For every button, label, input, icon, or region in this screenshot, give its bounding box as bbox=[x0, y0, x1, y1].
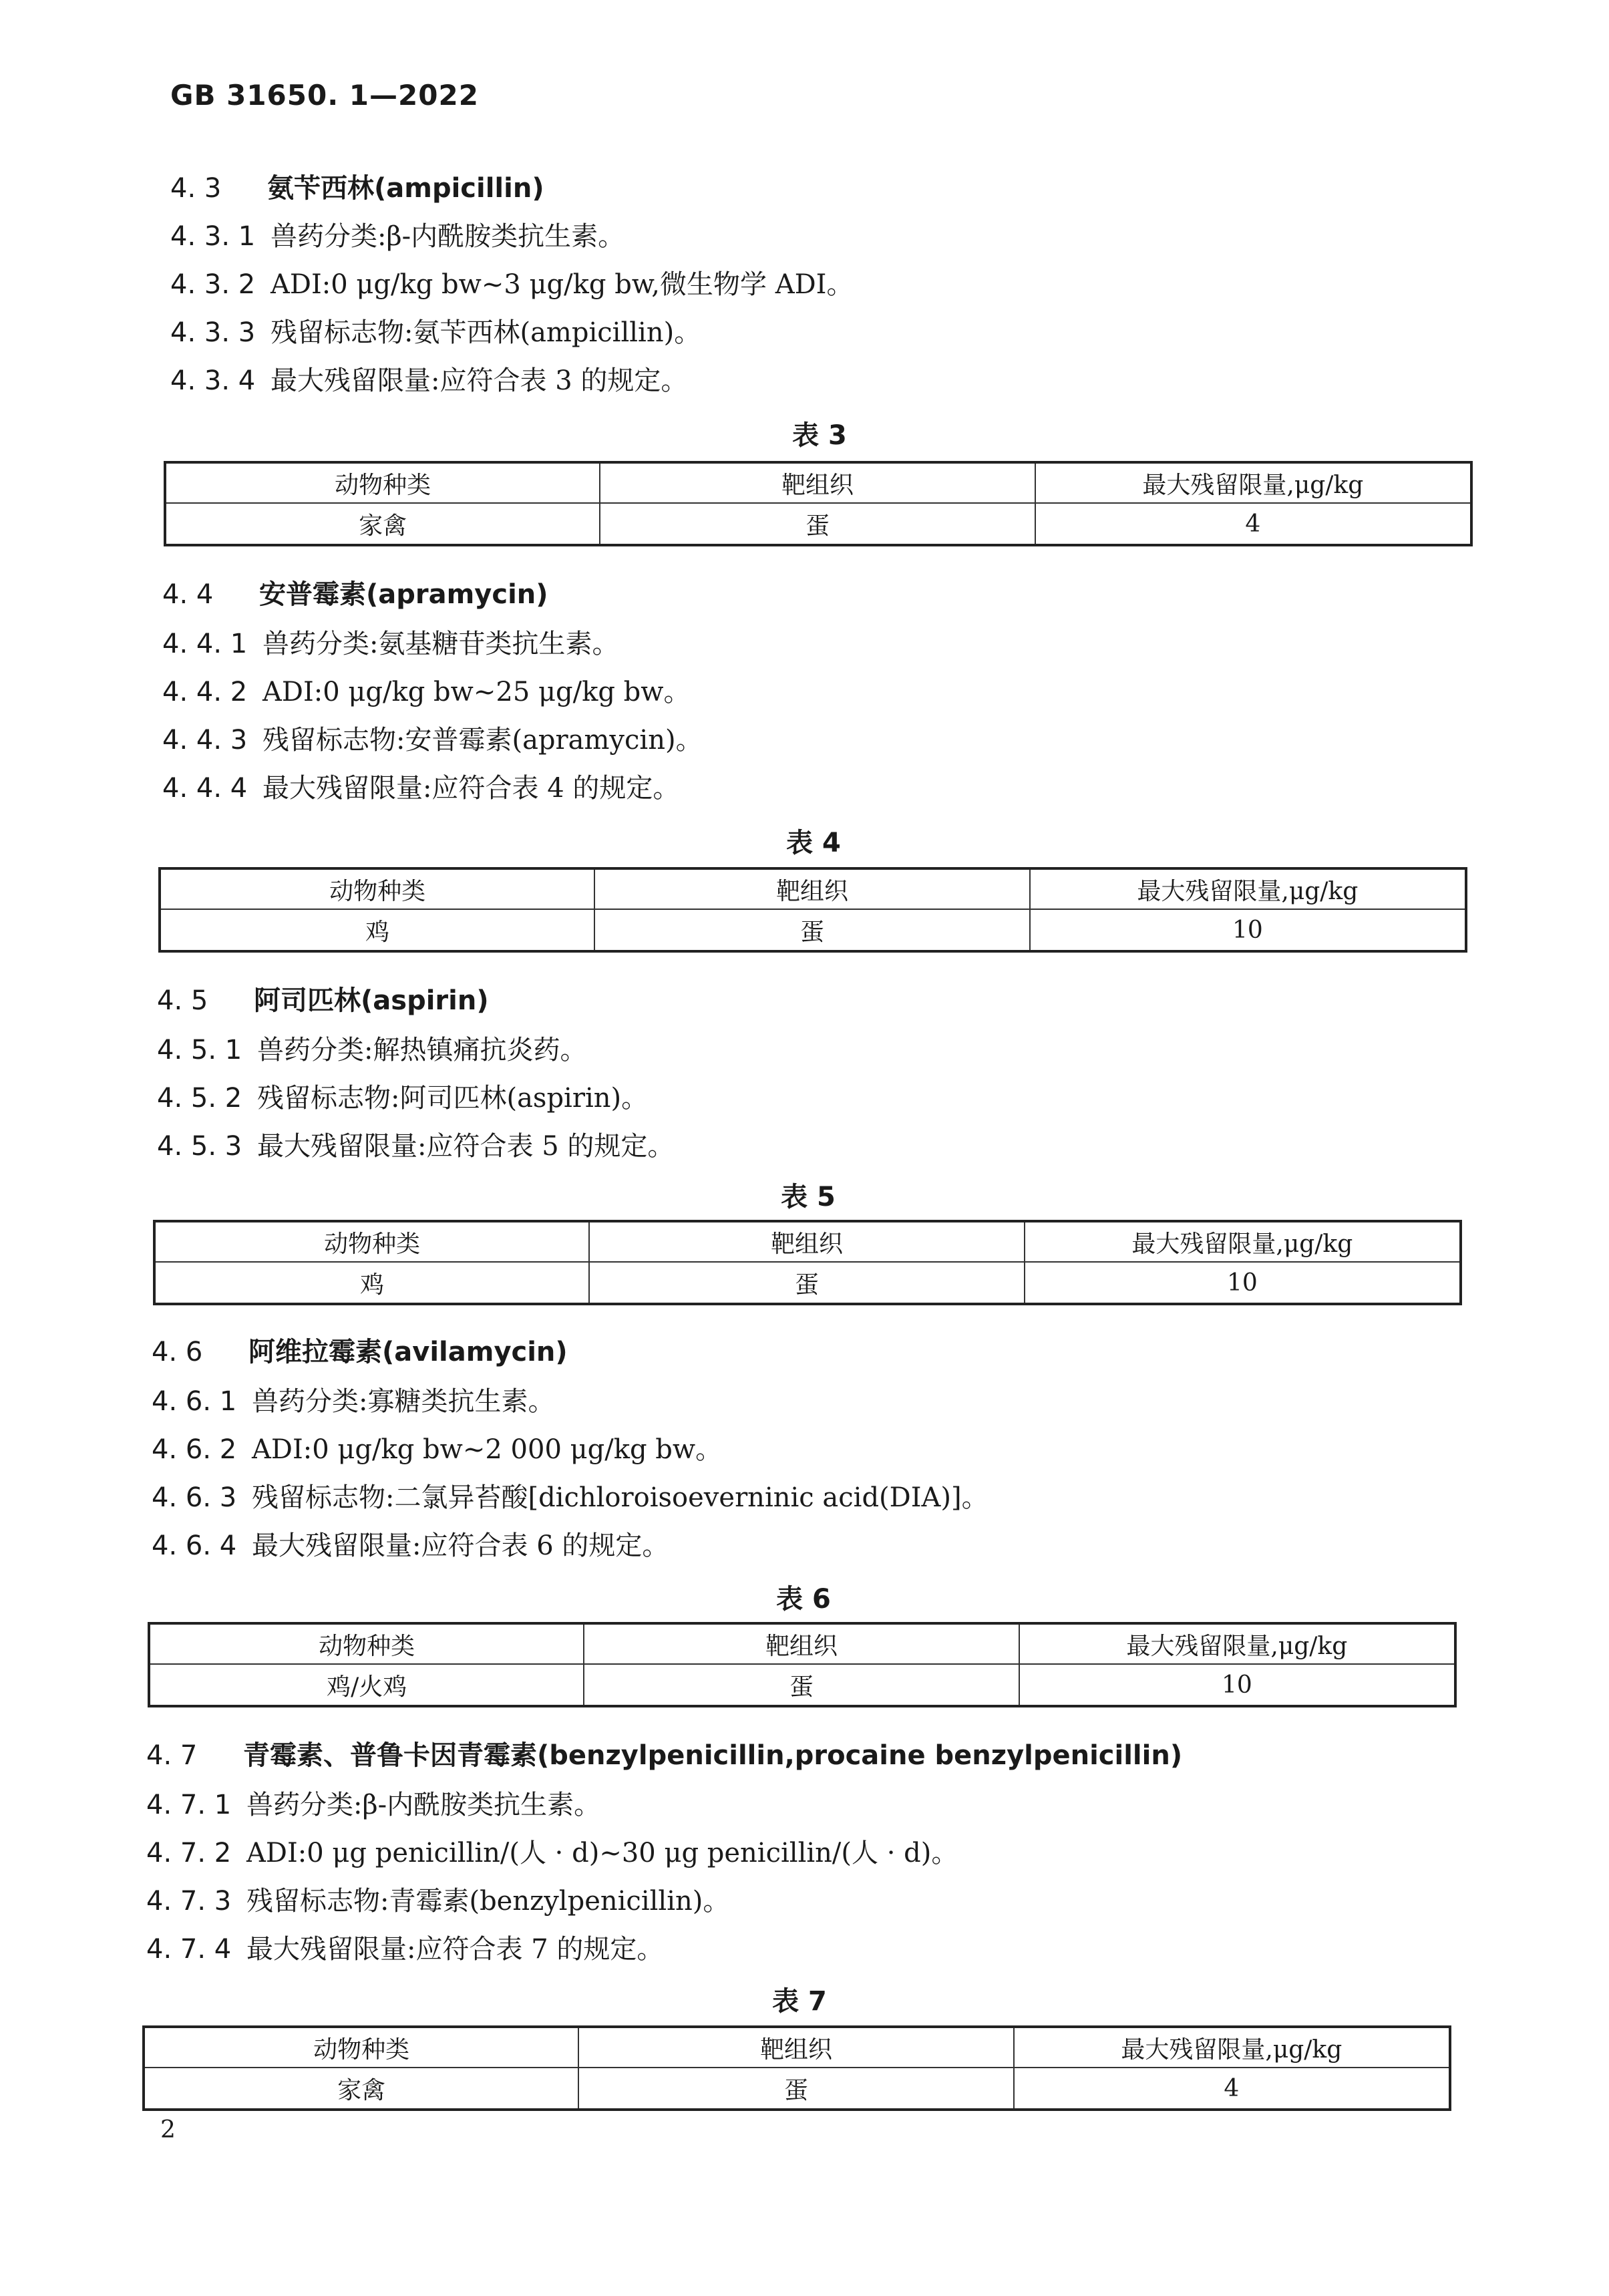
table-cell: 鸡 bbox=[160, 909, 594, 951]
clause: 4. 5. 3 最大残留限量:应符合表 5 的规定。 bbox=[157, 1131, 675, 1162]
table-cell: 4 bbox=[1035, 503, 1471, 545]
table-cell: 家禽 bbox=[165, 503, 600, 545]
standard-code: GB 31650. 1—2022 bbox=[170, 79, 479, 112]
mrl-table bbox=[142, 2025, 1451, 2111]
clause: 4. 7. 3 残留标志物:青霉素(benzylpenicillin)。 bbox=[146, 1886, 730, 1917]
clause: 4. 3. 4 最大残留限量:应符合表 3 的规定。 bbox=[170, 365, 688, 396]
column-header: 最大残留限量,μg/kg bbox=[1030, 868, 1466, 909]
column-header: 靶组织 bbox=[600, 462, 1035, 503]
table-cell: 蛋 bbox=[589, 1262, 1024, 1304]
column-header: 最大残留限量,μg/kg bbox=[1019, 1623, 1455, 1664]
clause: 4. 7. 1 兽药分类:β-内酰胺类抗生素。 bbox=[146, 1790, 601, 1820]
table-cell: 蛋 bbox=[584, 1664, 1019, 1706]
clause: 4. 4. 4 最大残留限量:应符合表 4 的规定。 bbox=[162, 773, 680, 804]
table-cell: 鸡 bbox=[154, 1262, 589, 1304]
column-header: 动物种类 bbox=[165, 462, 600, 503]
table-caption: 表 7 bbox=[772, 1986, 827, 2017]
table-cell: 10 bbox=[1030, 909, 1466, 951]
column-header: 靶组织 bbox=[594, 868, 1029, 909]
column-header: 动物种类 bbox=[149, 1623, 584, 1664]
clause: 4. 3. 2 ADI:0 μg/kg bw~3 μg/kg bw,微生物学 ADI。 bbox=[170, 269, 854, 300]
table-cell: 10 bbox=[1025, 1262, 1461, 1304]
table-cell: 10 bbox=[1019, 1664, 1455, 1706]
column-header: 动物种类 bbox=[154, 1221, 589, 1262]
mrl-table bbox=[164, 461, 1473, 546]
table-cell: 家禽 bbox=[144, 2068, 578, 2110]
column-header: 最大残留限量,μg/kg bbox=[1025, 1221, 1461, 1262]
clause: 4. 4. 2 ADI:0 μg/kg bw~25 μg/kg bw。 bbox=[162, 677, 691, 707]
section-heading: 4. 3 氨苄西林(ampicillin) bbox=[170, 173, 544, 204]
clause: 4. 7. 2 ADI:0 μg penicillin/(人 · d)~30 μg penicillin/(人 · d)。 bbox=[146, 1838, 958, 1868]
clause: 4. 6. 2 ADI:0 μg/kg bw~2 000 μg/kg bw。 bbox=[152, 1434, 723, 1465]
column-header: 靶组织 bbox=[589, 1221, 1024, 1262]
table-cell: 蛋 bbox=[600, 503, 1035, 545]
clause: 4. 5. 1 兽药分类:解热镇痛抗炎药。 bbox=[157, 1035, 587, 1065]
clause: 4. 6. 3 残留标志物:二氯异苔酸[dichloroisoeverninic acid(DIA)]。 bbox=[152, 1482, 989, 1513]
column-header: 最大残留限量,μg/kg bbox=[1014, 2027, 1450, 2068]
table-cell: 蛋 bbox=[578, 2068, 1013, 2110]
mrl-table bbox=[153, 1220, 1462, 1305]
clause: 4. 4. 1 兽药分类:氨基糖苷类抗生素。 bbox=[162, 629, 619, 659]
column-header: 动物种类 bbox=[144, 2027, 578, 2068]
clause: 4. 5. 2 残留标志物:阿司匹林(aspirin)。 bbox=[157, 1083, 649, 1114]
clause: 4. 3. 1 兽药分类:β-内酰胺类抗生素。 bbox=[170, 221, 625, 252]
mrl-table bbox=[148, 1622, 1457, 1707]
table-caption: 表 4 bbox=[786, 828, 841, 858]
clause: 4. 3. 3 残留标志物:氨苄西林(ampicillin)。 bbox=[170, 317, 701, 348]
table-cell: 4 bbox=[1014, 2068, 1450, 2110]
table-caption: 表 5 bbox=[781, 1182, 836, 1212]
mrl-table bbox=[158, 867, 1467, 953]
table-cell: 鸡/火鸡 bbox=[149, 1664, 584, 1706]
column-header: 最大残留限量,μg/kg bbox=[1035, 462, 1471, 503]
clause: 4. 6. 4 最大残留限量:应符合表 6 的规定。 bbox=[152, 1530, 669, 1561]
clause: 4. 7. 4 最大残留限量:应符合表 7 的规定。 bbox=[146, 1934, 664, 1965]
section-heading: 4. 4 安普霉素(apramycin) bbox=[162, 579, 548, 610]
table-caption: 表 3 bbox=[792, 420, 847, 451]
section-heading: 4. 7 青霉素、普鲁卡因青霉素(benzylpenicillin,procaine benzylpenicillin) bbox=[146, 1740, 1183, 1771]
table-cell: 蛋 bbox=[594, 909, 1029, 951]
page-number: 2 bbox=[160, 2116, 176, 2144]
table-caption: 表 6 bbox=[776, 1584, 831, 1615]
clause: 4. 6. 1 兽药分类:寡糖类抗生素。 bbox=[152, 1386, 555, 1417]
section-heading: 4. 6 阿维拉霉素(avilamycin) bbox=[152, 1337, 568, 1367]
section-heading: 4. 5 阿司匹林(aspirin) bbox=[157, 985, 489, 1016]
column-header: 靶组织 bbox=[578, 2027, 1013, 2068]
column-header: 靶组织 bbox=[584, 1623, 1019, 1664]
column-header: 动物种类 bbox=[160, 868, 594, 909]
clause: 4. 4. 3 残留标志物:安普霉素(apramycin)。 bbox=[162, 725, 703, 756]
